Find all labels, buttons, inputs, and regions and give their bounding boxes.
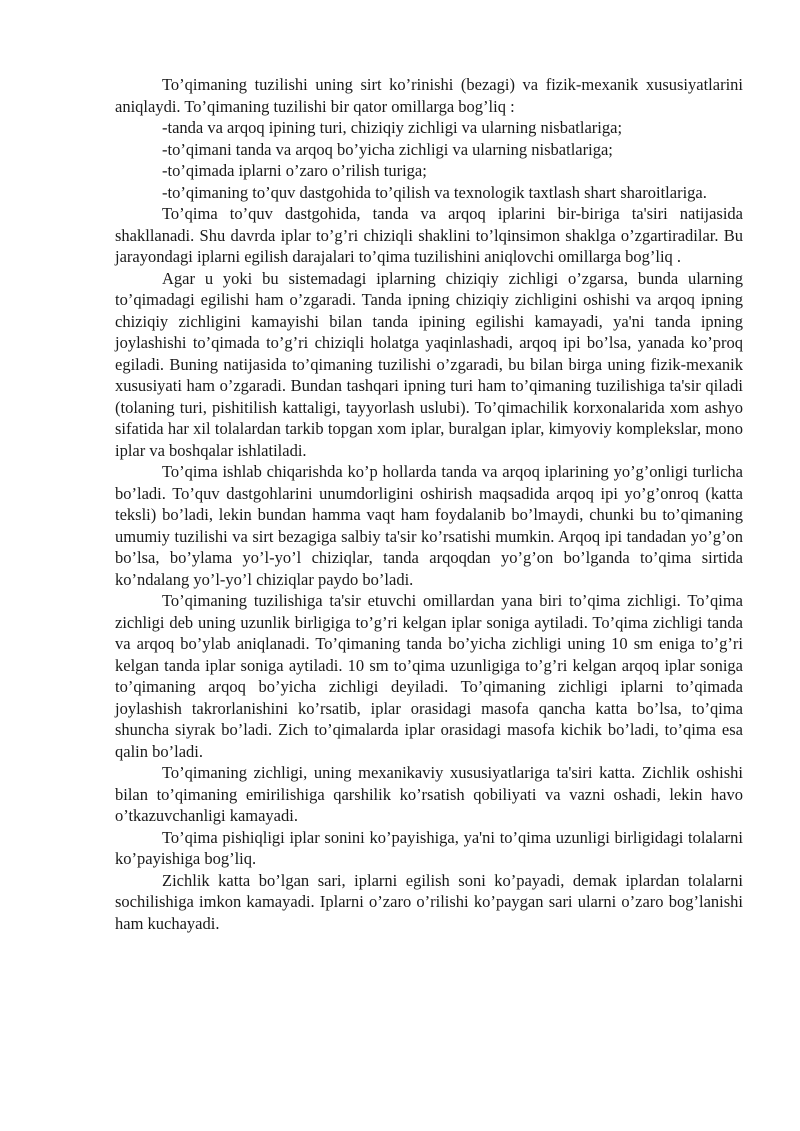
paragraph-mechanical: To’qimaning zichligi, uning mexanikaviy xususiyatlariga ta'siri katta. Zichlik oshishi bilan to’qimaning emirilishiga qarshilik ko’rsatish qobiliyati va vazni oshadi, lekin havo o’tkazuvchanligi kamayadi. — [115, 763, 743, 825]
paragraph-fabric-density: To’qimaning tuzilishiga ta'sir etuvchi omillardan yana biri to’qima zichligi. To’qima zichligi deb uning uzunlik birligiga to’g’ri kelgan iplar soniga aytiladi. To’qima zichligi tanda va arqoq bo’ylab aniqlanadi. To’qimaning tanda bo’yicha zichligi uning 10 sm eniga to’g’ri kelgan tanda iplar soniga aytiladi. 10 sm to’qima uzunligiga to’g’ri kelgan arqoq iplar soniga to’qimaning arqoq bo’yicha zichligi deyiladi. To’qimaning zichligi iplarni to’qimada joylashish takrorlanishini ko’rsatib, iplar orasidagi masofa qancha katta bo’lsa, to’qima shuncha siyrak bo’ladi. Zich to’qimalarda iplar orasidagi masofa kichik bo’ladi, to’qima esa qalin bo’ladi. — [115, 591, 743, 761]
paragraph-intro: To’qimaning tuzilishi uning sirt ko’rinishi (bezagi) va fizik-mexanik xususiyatlarini aniqlaydi. To’qimaning tuzilishi bir qator omillarga bog’liq : — [115, 75, 743, 116]
list-item-density: -to’qimani tanda va arqoq bo’yicha zichligi va ularning nisbatlariga; — [162, 139, 613, 159]
list-item-loom-conditions: -to’qimaning to’quv dastgohida to’qilish va texnologik taxtlash shart sharoitlariga. — [162, 182, 707, 202]
document-page — [115, 74, 743, 934]
list-item-weave: -to’qimada iplarni o’zaro o’rilish turiga; — [162, 161, 427, 180]
paragraph-thickness: To’qima ishlab chiqarishda ko’p hollarda tanda va arqoq iplarining yo’g’onligi turlicha bo’ladi. To’quv dastgohlarini unumdorligini oshirish maqsadida arqoq ipi yo’g’onroq (katta teksli) bo’ladi, lekin bundan hamma vaqt ham foydalanib bo’lmaydi, chunki bu to’qimaning umumiy tuzilishi va sirt bezagiga salbiy ta'sir ko’rsatishi mumkin. Arqoq ipi tandadan yo’g’on bo’lsa, bo’ylama yo’l-yo’l chiziqlar, tanda arqoqdan yo’g’on bo’lganda to’qima sirtida ko’ndalang yo’l-yo’l chiziqlar paydo bo’ladi. — [115, 462, 743, 589]
paragraph-strength: To’qima pishiqligi iplar sonini ko’payishiga, ya'ni to’qima uzunligi birligidagi tolalarni ko’payishiga bog’liq. — [115, 827, 743, 868]
paragraph-formation: To’qima to’quv dastgohida, tanda va arqoq iplarini bir-biriga ta'siri natijasida shakllanadi. Shu davrda iplar to’g’ri chiziqli shaklini to’lqinsimon shaklga o’zgartiradilar. Bu jarayondagi iplarni egilish darajalari to’qima tuzilishini aniqlovchi omillarga bog’liq . — [115, 204, 743, 266]
list-item-thread-type: -tanda va arqoq ipining turi, chiziqiy zichligi va ularning nisbatlariga; — [162, 118, 623, 137]
paragraph-linear-density: Agar u yoki bu sistemadagi iplarning chiziqiy zichligi o’zgarsa, bunda ularning to’qimadagi egilishi ham o’zgaradi. Tanda ipning chiziqiy zichligini oshishi va arqoq ipning chiziqiy zichligini kamayishi bilan tanda ipining egilishi kamayadi, ya'ni tanda ipning joylashishi to’qimada to’g’ri chiziqli holatga yaqinlashadi, arqoq ipi bo’lsa, yanada ko’proq egiladi. Buning natijasida to’qimaning tuzilishi o’zgaradi, bu bilan birga uning fizik-mexanik xususiyati ham o’zgaradi. Bundan tashqari ipning turi ham to’qimaning tuzilishiga ta'sir qiladi (tolaning turi, pishitilish kattaligi, tayyorlash uslubi). To’qimachilik korxonalarida xom ashyo sifatida har xil tolalardan tarkib topgan xom iplar, buralgan iplar, kimyoviy komplekslar, mono iplar va boshqalar ishlatiladi. — [115, 268, 743, 460]
paragraph-bending: Zichlik katta bo’lgan sari, iplarni egilish soni ko’payadi, demak iplardan tolalarni sochilishiga imkon kamayadi. Iplarni o’zaro o’rilishi ko’paygan sari ularni o’zaro bog’lanishi ham kuchayadi. — [115, 870, 743, 933]
